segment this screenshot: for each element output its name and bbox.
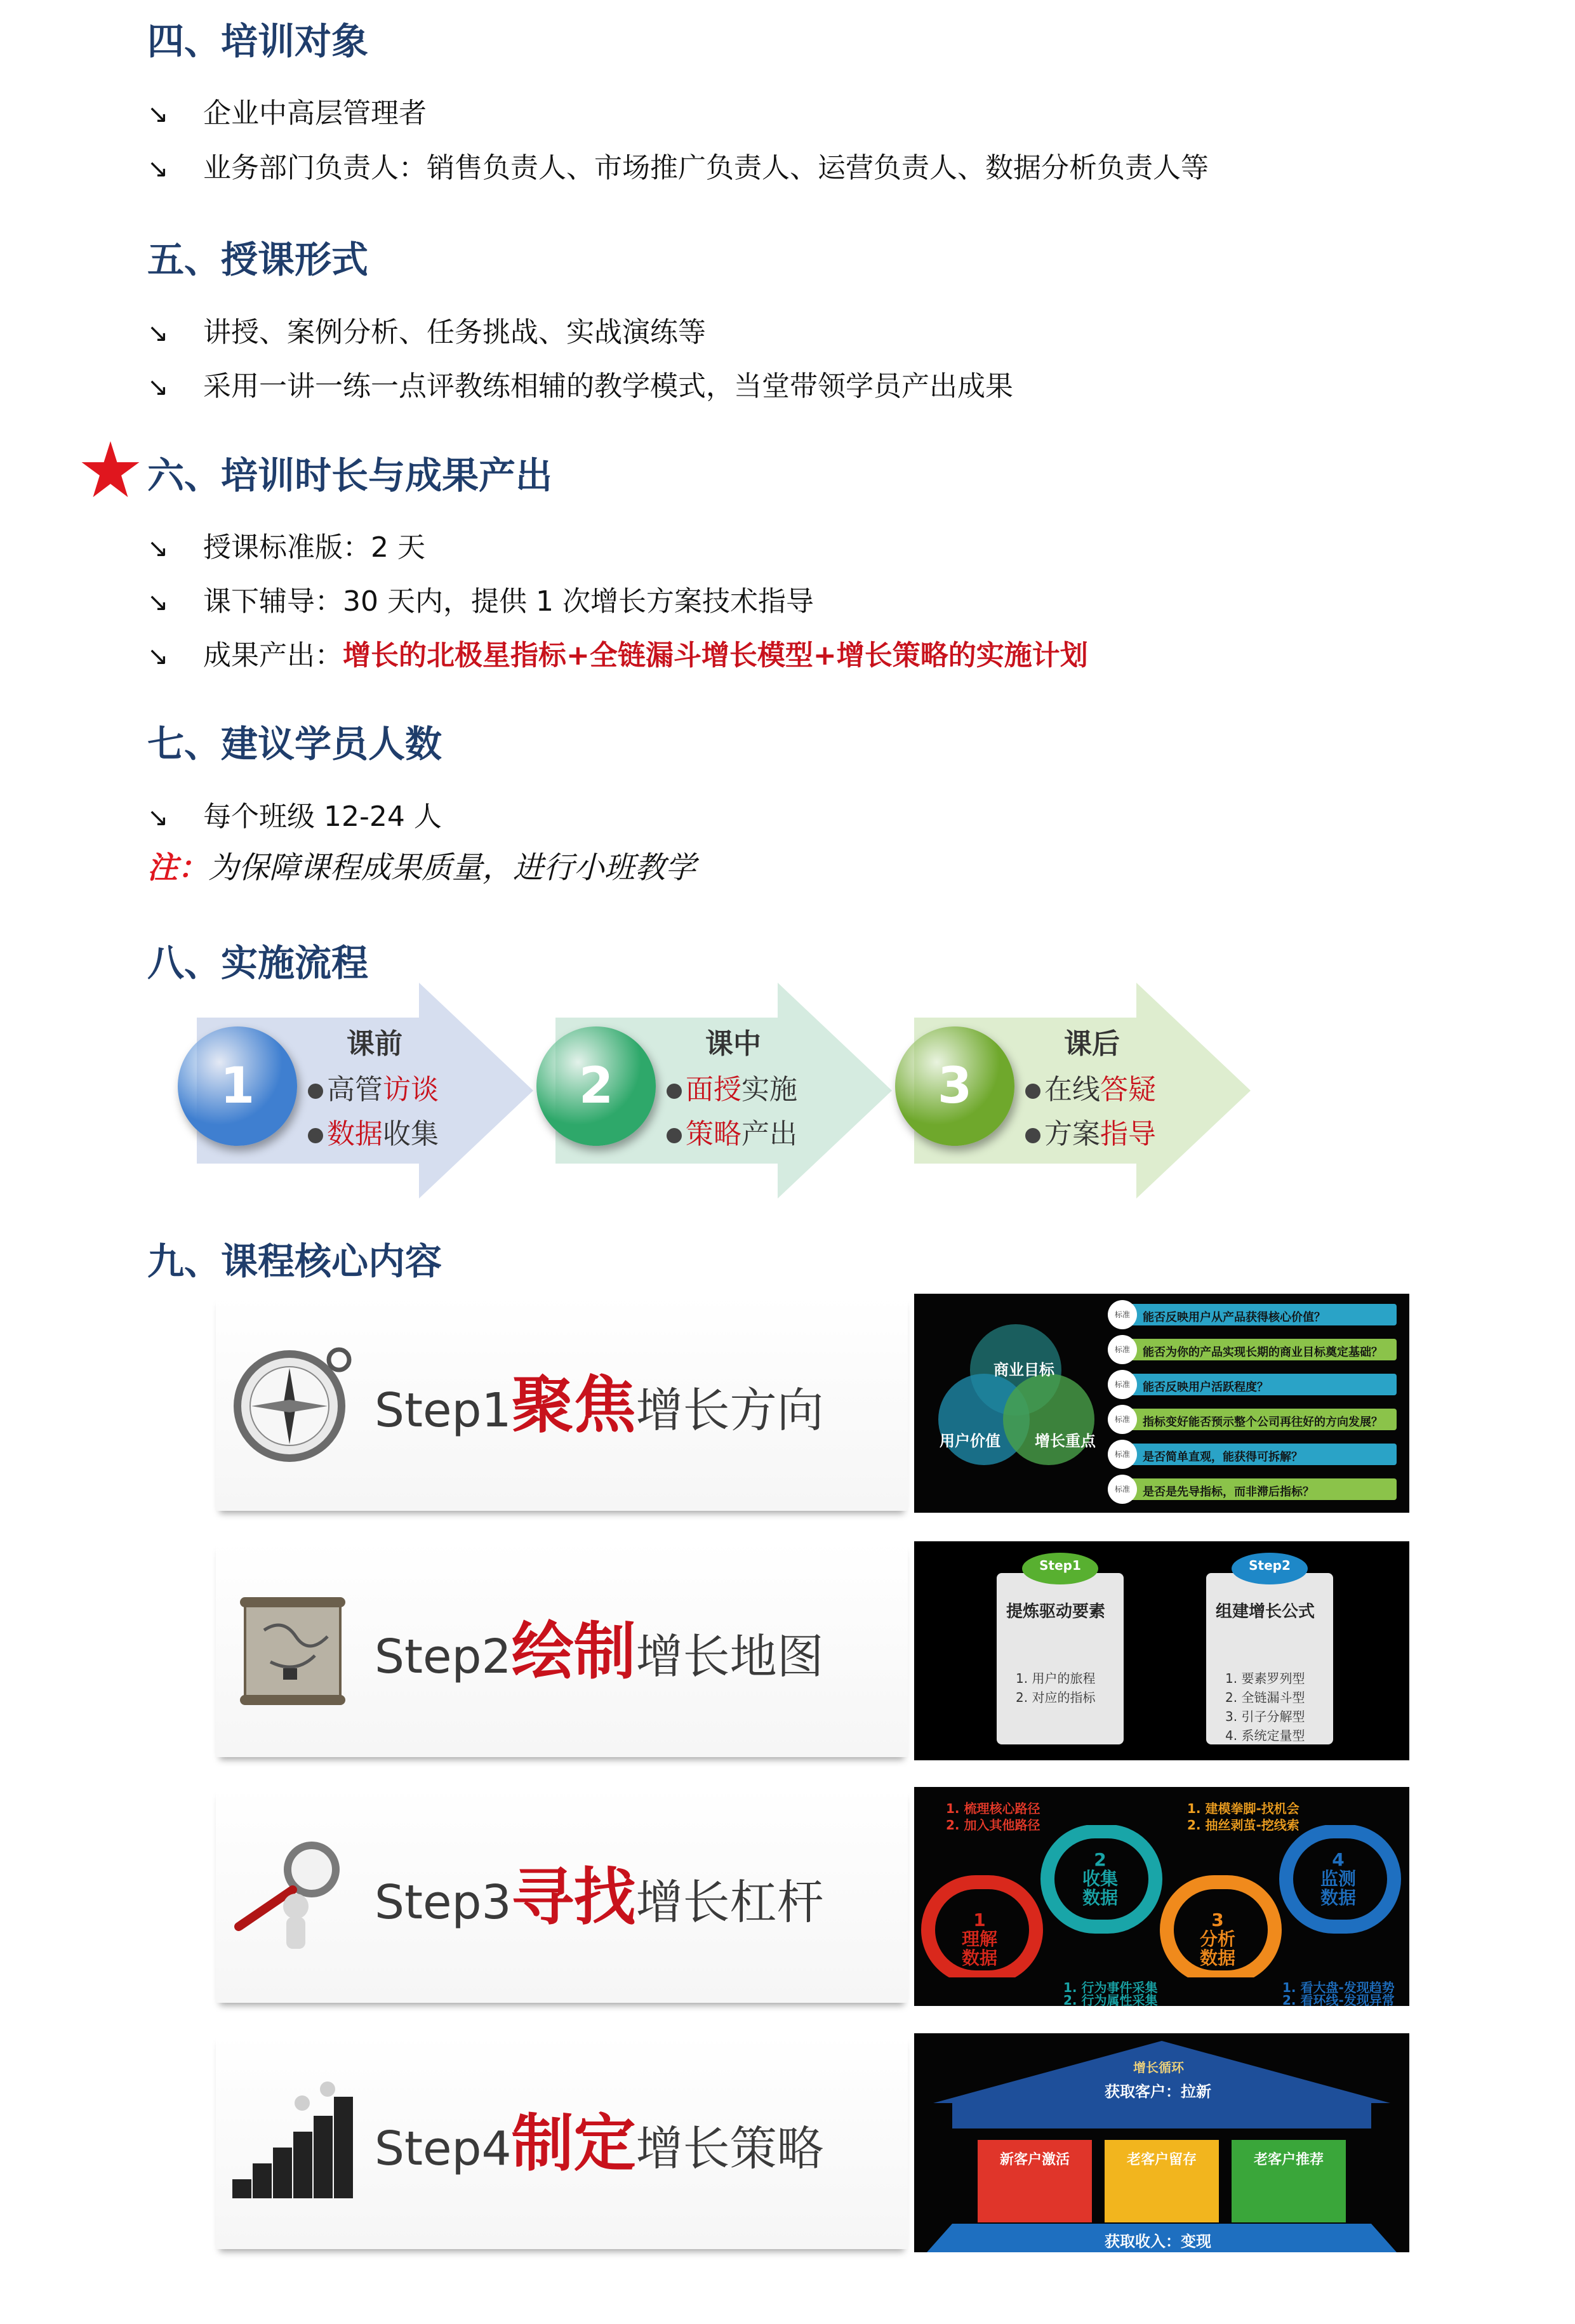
card-line: 2. 对应的指标 — [1016, 1690, 1096, 1705]
temple-column-label: 老客户推荐 — [1254, 2152, 1324, 2168]
flow-item: 策略产出 — [667, 1111, 797, 1152]
outcome-highlight: 增长的北极星指标+全链漏斗增长模型+增长策略的实施计划 — [343, 639, 1088, 672]
star-icon — [80, 441, 141, 498]
criteria-text: 能否反映用户活跃程度？ — [1143, 1381, 1268, 1394]
temple-badge: 增长循环 — [1133, 2060, 1184, 2075]
note: 注：为保障课程成果质量，进行小班教学 — [147, 850, 696, 886]
card-line: 4. 系统定量型 — [1225, 1728, 1305, 1743]
criteria-badge: 标准 — [1108, 1335, 1137, 1364]
temple-bottom-label: 获取收入：变现 — [1105, 2233, 1211, 2250]
bullet-dot-icon — [667, 1084, 682, 1099]
flow-step-title: 课前 — [347, 1028, 402, 1060]
flow-step-number: 3 — [895, 1026, 1014, 1146]
note-text: 1. 梳理核心路径 — [946, 1801, 1040, 1816]
venn-diagram — [914, 1294, 1105, 1513]
flow-step-title: 课中 — [705, 1028, 761, 1060]
compass-icon — [226, 1339, 359, 1466]
section-title-7: 七、建议学员人数 — [147, 722, 442, 766]
section-title-6: 六、培训时长与成果产出 — [147, 454, 553, 497]
card-line: 2. 全链漏斗型 — [1225, 1690, 1305, 1705]
arrow-bullet-icon: ↘ — [147, 642, 169, 671]
flow-item: 在线答疑 — [1025, 1066, 1156, 1107]
flow-item: 高管访谈 — [308, 1066, 439, 1107]
card-tag: Step1 — [1022, 1553, 1098, 1584]
card-title: 提炼驱动要素 — [1006, 1602, 1106, 1621]
note-text: 1. 看大盘-发现趋势 — [1282, 1980, 1395, 1995]
list-item: ↘ 每个班级 12-24 人 — [147, 800, 442, 833]
arrow-bullet-icon: ↘ — [147, 534, 169, 563]
card-line: 1. 要素罗列型 — [1225, 1671, 1305, 1686]
list-item: ↘ 成果产出：增长的北极星指标+全链漏斗增长模型+增长策略的实施计划 — [147, 639, 1088, 672]
arrow-bullet-icon: ↘ — [147, 100, 169, 129]
note-text: 2. 加入其他路径 — [946, 1817, 1040, 1833]
note-text: 2. 行为属性采集 — [1063, 1993, 1158, 2006]
card-title: 组建增长公式 — [1216, 1602, 1315, 1621]
criteria-text: 指标变好能否预示整个公司再往好的方向发展？ — [1143, 1416, 1383, 1429]
cycle-node: 4 监测 数据 — [1320, 1849, 1357, 1908]
magnifier-figure-icon — [226, 1831, 359, 1958]
treasure-map-icon — [226, 1586, 359, 1713]
step1-diagram — [914, 1294, 1409, 1513]
section-title-5: 五、授课形式 — [147, 238, 369, 281]
cycle-node: 2 收集 数据 — [1082, 1849, 1119, 1908]
flow-item: 面授实施 — [667, 1066, 797, 1107]
list-item: ↘ 采用一讲一练一点评教练相辅的教学模式，当堂带领学员产出成果 — [147, 370, 1013, 402]
venn-label: 用户价值 — [940, 1432, 1000, 1450]
step-card-3: Step3寻找增长杠杆 — [216, 1787, 908, 2003]
arrow-bullet-icon: ↘ — [147, 588, 169, 617]
stairs-climb-icon — [226, 2078, 359, 2205]
step4-diagram — [914, 2033, 1409, 2252]
arrow-bullet-icon: ↘ — [147, 154, 169, 183]
step-card-2: Step2绘制增长地图 — [216, 1541, 908, 1757]
step-card-4: Step4制定增长策略 — [216, 2033, 908, 2249]
arrow-bullet-icon: ↘ — [147, 373, 169, 402]
section-title-4: 四、培训对象 — [147, 20, 369, 63]
temple-top-label: 获取客户：拉新 — [1105, 2083, 1211, 2101]
flow-step-number: 2 — [536, 1026, 656, 1146]
temple-column-label: 老客户留存 — [1127, 2152, 1197, 2168]
criteria-text: 是否是先导指标，而非滞后指标？ — [1143, 1485, 1314, 1499]
list-item: ↘ 讲授、案例分析、任务挑战、实战演练等 — [147, 316, 706, 349]
section-title-9: 九、课程核心内容 — [147, 1240, 442, 1283]
note-text: 1. 行为事件采集 — [1063, 1980, 1158, 1995]
criteria-text: 能否反映用户从产品获得核心价值？ — [1143, 1311, 1326, 1324]
temple-column-label: 新客户激活 — [1000, 2152, 1070, 2168]
list-item: ↘ 课下辅导：30 天内，提供 1 次增长方案技术指导 — [147, 585, 814, 618]
arrow-bullet-icon: ↘ — [147, 319, 169, 348]
criteria-badge: 标准 — [1108, 1475, 1137, 1504]
flow-step-number: 1 — [178, 1026, 297, 1146]
card-line: 3. 引子分解型 — [1225, 1709, 1305, 1724]
flow-item: 数据收集 — [308, 1111, 439, 1152]
criteria-badge: 标准 — [1108, 1370, 1137, 1399]
section-title-8: 八、实施流程 — [147, 941, 369, 985]
cycle-node: 1 理解 数据 — [962, 1909, 998, 1969]
list-item: ↘ 业务部门负责人：销售负责人、市场推广负责人、运营负责人、数据分析负责人等 — [147, 152, 1209, 184]
bullet-dot-icon — [667, 1128, 682, 1143]
list-item: ↘ 授课标准版：2 天 — [147, 531, 425, 564]
bullet-dot-icon — [308, 1084, 323, 1099]
bullet-dot-icon — [1025, 1084, 1040, 1099]
step2-diagram — [914, 1541, 1409, 1760]
flow-step-title: 课后 — [1064, 1028, 1120, 1060]
cycle-node: 3 分析 数据 — [1200, 1909, 1236, 1969]
arrow-bullet-icon: ↘ — [147, 803, 169, 832]
criteria-badge: 标准 — [1108, 1440, 1137, 1469]
bullet-dot-icon — [1025, 1128, 1040, 1143]
card-tag: Step2 — [1232, 1553, 1308, 1584]
note-text: 1. 建模拳脚-找机会 — [1187, 1801, 1299, 1816]
venn-label: 商业目标 — [994, 1361, 1054, 1379]
criteria-text: 是否简单直观，能获得可拆解？ — [1143, 1451, 1303, 1464]
list-item: ↘ 企业中高层管理者 — [147, 97, 427, 129]
card-line: 1. 用户的旅程 — [1016, 1671, 1096, 1686]
criteria-text: 能否为你的产品实现长期的商业目标奠定基础？ — [1143, 1346, 1383, 1359]
bullet-dot-icon — [308, 1128, 323, 1143]
step-card-1: Step1聚焦增长方向 — [216, 1295, 908, 1511]
venn-label: 增长重点 — [1035, 1432, 1096, 1450]
criteria-badge: 标准 — [1108, 1300, 1137, 1329]
note-text: 2. 抽丝剥茧-挖线索 — [1187, 1817, 1299, 1833]
criteria-badge: 标准 — [1108, 1405, 1137, 1434]
step3-diagram — [914, 1787, 1409, 2006]
note-text: 2. 看环线-发现异常 — [1282, 1993, 1395, 2006]
flow-item: 方案指导 — [1025, 1111, 1156, 1152]
